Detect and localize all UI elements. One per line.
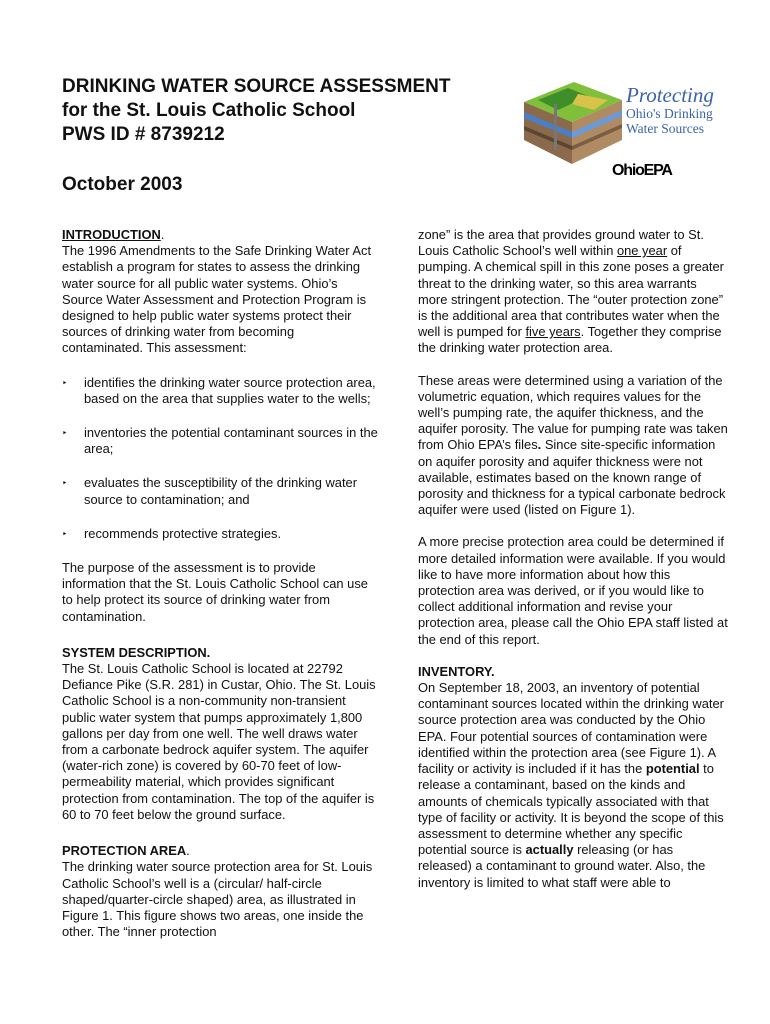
inventory-paragraph: On September 18, 2003, an inventory of potential contaminant sources located within the drinking water source protection area was conducted by the Ohio EPA. Four potential sources of contamination were identified within the protection area (see Figure 1). A facility or activity is included if it has the potential to release a contaminant, based on the kinds and amounts of chemicals typically associated with that type of facility or activity. It is beyond the scope of this assessment to determine whether any specific potential source is actually releasing (or has released) a contaminant to ground water. Also, the inventory is limited to what staff were able to (418, 680, 724, 890)
system-description-paragraph: The St. Louis Catholic School is located at 22792 Defiance Pike (S.R. 281) in Custar, Ohio. The St. Louis Catholic School is a non-community non-transient public water system that pumps approximately 1,800 gallons per day from one well. The well draws water from a carbonate bedrock aquifer system. The aquifer (water-rich zone) is covered by 60-70 feet of low-permeability material, which provides significant protection from contamination. The top of the aquifer is 60 to 70 feet below the ground surface. (62, 661, 376, 822)
list-item: ‣ recommends protective strategies. (62, 525, 282, 541)
logo-text (626, 84, 714, 136)
document-date: October 2003 (62, 174, 183, 195)
protecting-ohio-logo (518, 78, 718, 188)
list-item: ‣ inventories the potential contaminant sources in the area; (62, 425, 378, 457)
list-item: ‣ evaluates the susceptibility of the drinking water source to contamination; and (62, 475, 358, 507)
bullet-icon: ‣ (62, 428, 68, 439)
landscape-block-icon (518, 78, 626, 168)
purpose-paragraph: The purpose of the assessment is to provide information that the St. Louis Catholic School can use to help protect its source of drinking water from contamination. (62, 560, 368, 624)
title-line-3: PWS ID # 8739212 (62, 124, 225, 145)
right-column (418, 227, 728, 891)
left-column (62, 227, 378, 940)
list-item: ‣ identifies the drinking water source protection area, based on the area that supplies water to the wells; (62, 374, 376, 406)
bullet-icon: ‣ (62, 478, 68, 489)
protection-zone-paragraph: zone” is the area that provides ground water to St. Louis Catholic School’s well within one year of pumping. A chemical spill in this zone poses a greater threat to the drinking water, so this area warrants more stringent protection. The “outer protection zone” is the additional area that contributes water when the well is pumped for five years. Together they comprise the drinking water protection area. (418, 227, 724, 356)
title-line-2: for the St. Louis Catholic School (62, 100, 356, 121)
protection-area-paragraph: The drinking water source protection area for St. Louis Catholic School’s well is a (circular/ half-circle shaped/quarter-circle shaped) area, as illustrated in Figure 1. This figure shows two areas, one inside the other. The “inner protection (62, 859, 373, 940)
title-line-1: DRINKING WATER SOURCE ASSESSMENT (62, 76, 451, 97)
volumetric-paragraph: These areas were determined using a variation of the volumetric equation, which requires values for the well’s pumping rate, the aquifer thickness, and the aquifer porosity. The value for pumping rate was taken from Ohio EPA’s files. Since site-specific information on aquifer porosity and aquifer thickness were not available, estimates based on the known range of porosity and thickness for a typical carbonate bedrock aquifer were used (listed on Figure 1). (418, 372, 728, 518)
assessment-bullet-list (62, 375, 378, 542)
precise-area-paragraph: A more precise protection area could be determined if more detailed information were available. If you would like to have more information about how this protection area was derived, or if you would like to collect additional information and revise your protection area, please call the Ohio EPA staff listed at the end of this report. (418, 534, 728, 647)
document-title (62, 75, 502, 147)
bullet-icon: ‣ (62, 377, 68, 388)
system-description-heading: SYSTEM DESCRIPTION. (62, 644, 211, 660)
inventory-heading: INVENTORY. (418, 663, 495, 679)
introduction-heading: INTRODUCTION. (62, 227, 165, 242)
bullet-icon: ‣ (62, 528, 68, 539)
introduction-paragraph: The 1996 Amendments to the Safe Drinking Water Act establish a program for states to assess the drinking water source for all public water systems. Ohio’s Source Water Assessment and Protection Program is designed to help public water systems protect their sources of drinking water from becoming contaminated. This assessment: (62, 243, 372, 356)
logo-word-ohio: Ohio's Drinking (626, 106, 713, 121)
logo-word-water: Water Sources (626, 121, 705, 136)
ohio-epa-logo: OhioEPA (612, 162, 672, 179)
logo-word-protecting: Protecting (626, 83, 714, 107)
protection-area-heading: PROTECTION AREA. (62, 843, 190, 859)
